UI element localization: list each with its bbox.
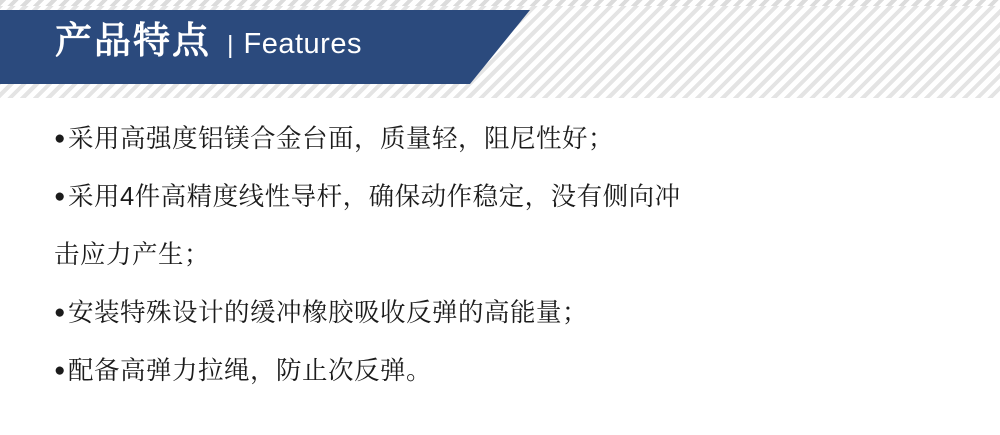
feature-list <box>0 110 1000 400</box>
list-item <box>54 284 1000 342</box>
bullet-icon: ● <box>54 186 66 207</box>
bullet-icon: ● <box>54 360 66 381</box>
header-top-rule <box>0 0 1000 6</box>
title-separator: | <box>227 31 234 59</box>
page-title-cn: 产品特点 <box>55 20 211 61</box>
list-item-text: 安装特殊设计的缓冲橡胶吸收反弹的高能量； <box>67 299 588 327</box>
list-item-text: 配备高弹力拉绳，防止次反弹。 <box>67 357 432 385</box>
list-item-text: 采用高强度铝镁合金台面，质量轻，阻尼性好； <box>67 125 614 153</box>
list-item <box>54 168 1000 226</box>
page-title-en: Features <box>243 28 362 60</box>
list-item <box>54 342 1000 400</box>
page-title <box>55 22 362 59</box>
bullet-icon: ● <box>54 302 66 323</box>
section-header <box>0 0 1000 98</box>
list-item <box>54 110 1000 168</box>
list-item-text: 击应力产生； <box>54 241 211 269</box>
list-item-continuation <box>54 226 1000 284</box>
list-item-text: 采用4件高精度线性导杆，确保动作稳定，没有侧向冲 <box>67 183 681 211</box>
bullet-icon: ● <box>54 128 66 149</box>
